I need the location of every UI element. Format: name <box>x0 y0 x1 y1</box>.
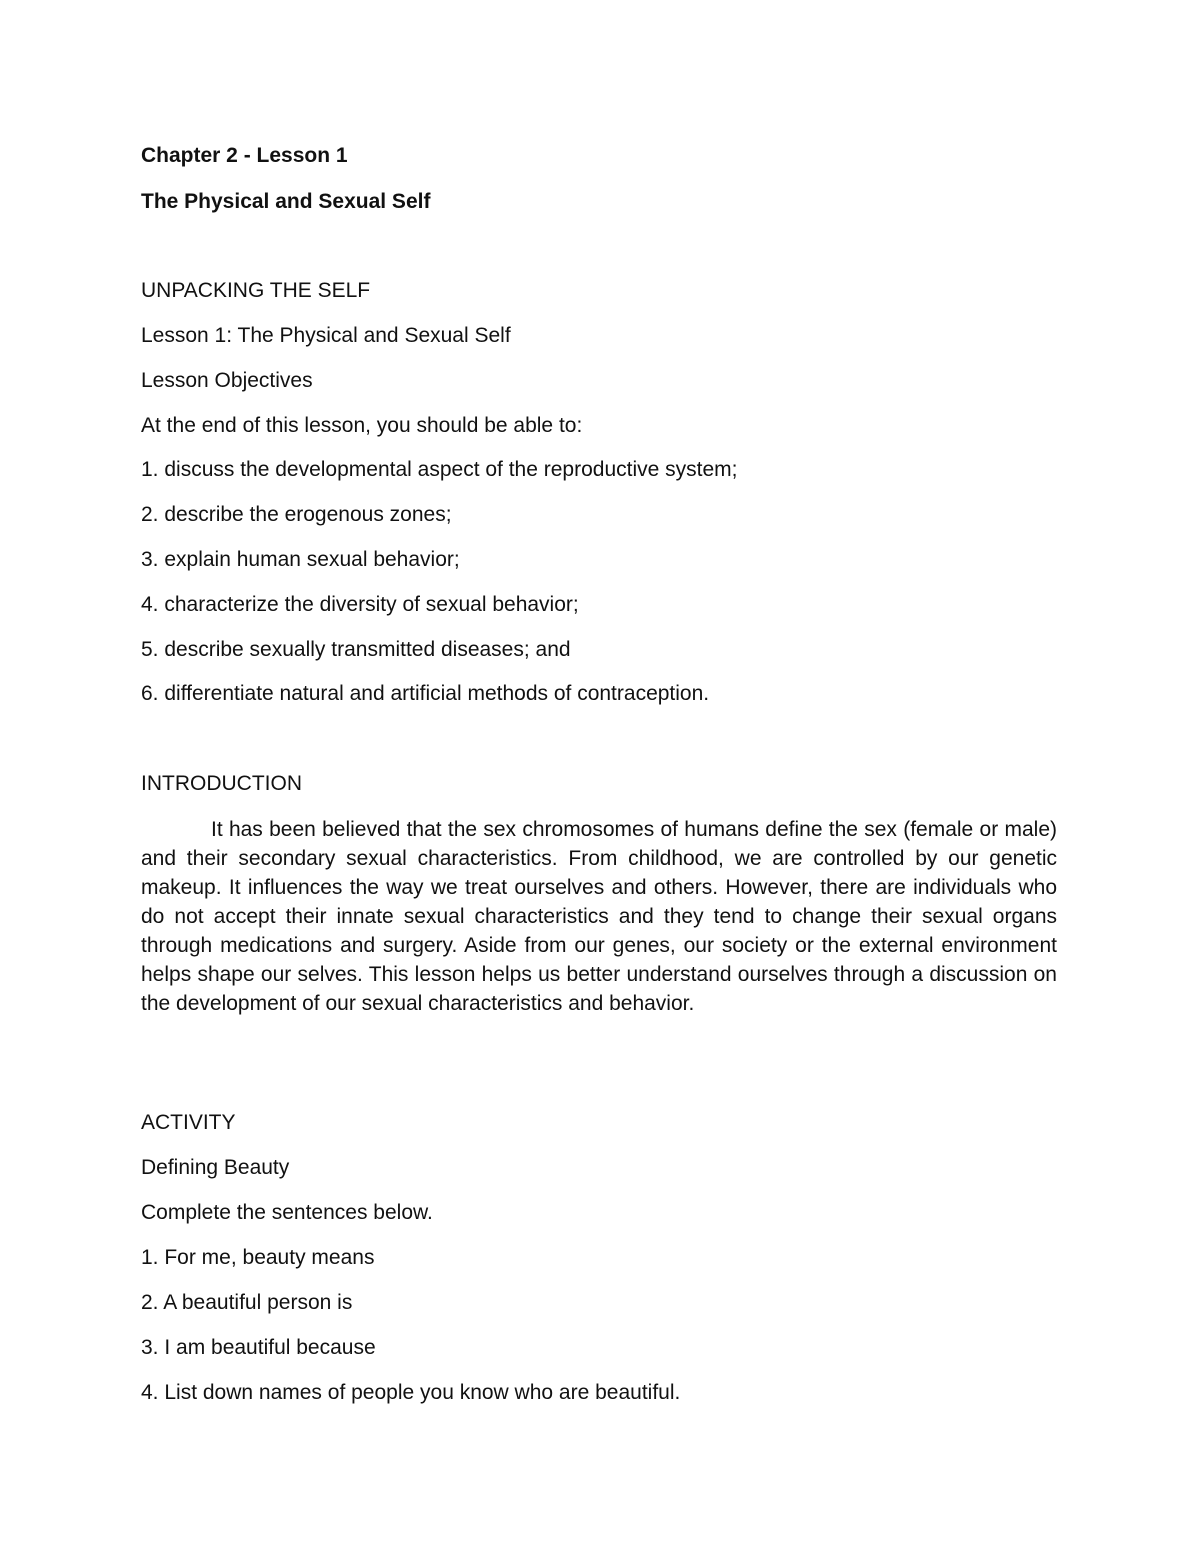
objective-item: 1. discuss the developmental aspect of the reproductive system; <box>141 458 738 481</box>
activity-title: Defining Beauty <box>141 1156 290 1179</box>
activity-heading: ACTIVITY <box>141 1111 236 1134</box>
unpacking-heading: UNPACKING THE SELF <box>141 279 371 302</box>
lesson-subtitle: The Physical and Sexual Self <box>141 190 431 213</box>
activity-instruction: Complete the sentences below. <box>141 1201 433 1224</box>
chapter-title: Chapter 2 - Lesson 1 <box>141 144 348 167</box>
objectives-heading: Lesson Objectives <box>141 369 313 392</box>
activity-item: 1. For me, beauty means <box>141 1246 375 1269</box>
objective-item: 4. characterize the diversity of sexual behavior; <box>141 593 579 616</box>
activity-item: 3. I am beautiful because <box>141 1336 376 1359</box>
introduction-heading: INTRODUCTION <box>141 772 302 795</box>
introduction-paragraph: It has been believed that the sex chromosomes of humans define the sex (female or male) and their secondary sexual characteristics. From childhood, we are controlled by our genetic makeup. It influences the way we treat ourselves and others. However, there are individuals who do not accept their innate sexual characteristics and they tend to change their sexual organs through medications and surgery. Aside from our genes, our society or the external environment helps shape our selves. This lesson helps us better understand ourselves through a discussion on the development of our sexual characteristics and behavior. <box>141 818 1057 1015</box>
lesson-name: Lesson 1: The Physical and Sexual Self <box>141 324 511 347</box>
objective-item: 3. explain human sexual behavior; <box>141 548 460 571</box>
activity-item: 4. List down names of people you know who are beautiful. <box>141 1381 681 1404</box>
objective-item: 5. describe sexually transmitted diseases; and <box>141 638 571 661</box>
objective-item: 6. differentiate natural and artificial methods of contraception. <box>141 682 710 705</box>
objective-item: 2. describe the erogenous zones; <box>141 503 452 526</box>
objectives-intro: At the end of this lesson, you should be able to: <box>141 414 583 437</box>
activity-item: 2. A beautiful person is <box>141 1291 353 1314</box>
